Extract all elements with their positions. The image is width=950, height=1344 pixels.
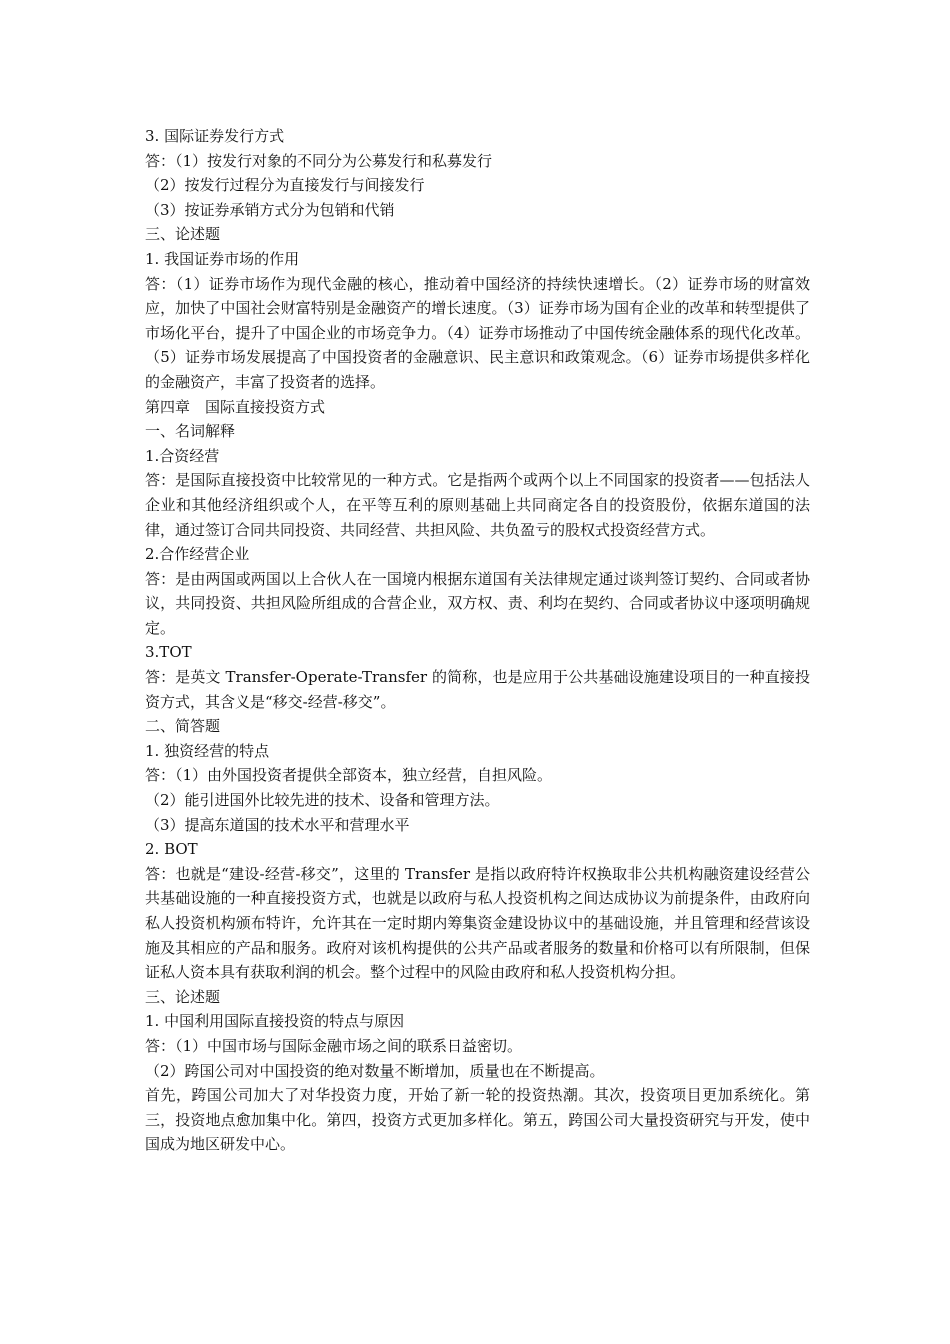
answer-paragraph: 答：是由两国或两国以上合伙人在一国境内根据东道国有关法律规定通过谈判签订契约、合同或者协议，共同投资、共担风险所组成的合营企业，双方权、责、利均在契约、合同或者协议中逐项明确规定。 — [145, 569, 810, 637]
answer-paragraph: 答：（1）中国市场与国际金融市场之间的联系日益密切。 — [145, 1036, 523, 1055]
part-heading: 一、名词解释 — [145, 422, 236, 441]
answer-paragraph: 答：也就是“建设-经营-移交”，这里的 Transfer 是指以政府特许权换取非公共机构融资建设经营公共基础设施的一种直接投资方式，也就是以政府与私人投资机构之间达成协议为前提条件，由政府向私人投资机构颁布特许，允许其在一定时期内筹集资金建设协议中的基础设施，并且管理和经营该设施及其相应的产品和服务。政府对该机构提供的公共产品或者服务的数量和价格可以有所限制，但保证私人资本具有获取利润的机会。整个过程中的风险由政府和私人投资机构分担。 — [145, 864, 810, 982]
section-heading: 3. 国际证券发行方式 — [145, 127, 285, 145]
answer-item: （2）能引进国外比较先进的技术、设备和管理方法。 — [145, 791, 500, 810]
question-heading: 1. 我国证券市场的作用 — [145, 249, 300, 268]
question-heading: 1. 中国利用国际直接投资的特点与原因 — [145, 1012, 405, 1031]
answer-paragraph: 答：是国际直接投资中比较常见的一种方式。它是指两个或两个以上不同国家的投资者——包括法人企业和其他经济组织或个人，在平等互利的原则基础上共同商定各自的投资股份，依据东道国的法律，通过签订合同共同投资、共同经营、共担风险、共负盈亏的股权式投资经营方式。 — [145, 471, 810, 539]
answer-paragraph: 答：（1）由外国投资者提供全部资本，独立经营，自担风险。 — [145, 766, 553, 785]
answer-paragraph: 答：（1）按发行对象的不同分为公募发行和私募发行 — [145, 151, 493, 170]
answer-paragraph: 答：（1）证券市场作为现代金融的核心，推动着中国经济的持续快速增长。（2）证券市场的财富效应，加快了中国社会财富特别是金融资产的增长速度。（3）证券市场为国有企业的改革和转型提供了市场化平台，提升了中国企业的市场竞争力。（4）证券市场推动了中国传统金融体系的现代化改革。（5）证券市场发展提高了中国投资者的金融意识、民主意识和政策观念。（6）证券市场提供多样化的金融资产，丰富了投资者的选择。 — [145, 274, 810, 391]
question-heading: 1. 独资经营的特点 — [145, 741, 270, 760]
part-heading: 三、论述题 — [145, 987, 221, 1006]
question-heading: 3.TOT — [145, 643, 192, 662]
answer-item: （2）跨国公司对中国投资的绝对数量不断增加，质量也在不断提高。 — [145, 1061, 605, 1080]
answer-paragraph: 答：是英文 Transfer-Operate-Transfer 的简称，也是应用于公共基础设施建设项目的一种直接投资方式，其含义是“移交-经营-移交”。 — [145, 668, 810, 711]
part-heading: 二、简答题 — [145, 717, 221, 736]
document-body — [145, 124, 810, 1157]
answer-item: （3）按证券承销方式分为包销和代销 — [145, 200, 395, 219]
answer-item: （2）按发行过程分为直接发行与间接发行 — [145, 176, 425, 195]
question-heading: 1.合资经营 — [145, 446, 220, 465]
question-heading: 2.合作经营企业 — [145, 545, 250, 564]
answer-item: （3）提高东道国的技术水平和营理水平 — [145, 815, 410, 834]
body-paragraph: 首先，跨国公司加大了对华投资力度，开始了新一轮的投资热潮。其次，投资项目更加系统化。第三，投资地点愈加集中化。第四，投资方式更加多样化。第五，跨国公司大量投资研究与开发，使中国成为地区研发中心。 — [145, 1086, 810, 1154]
chapter-heading: 第四章 国际直接投资方式 — [145, 397, 326, 416]
question-heading: 2. BOT — [145, 840, 198, 859]
part-heading: 三、论述题 — [145, 225, 221, 244]
